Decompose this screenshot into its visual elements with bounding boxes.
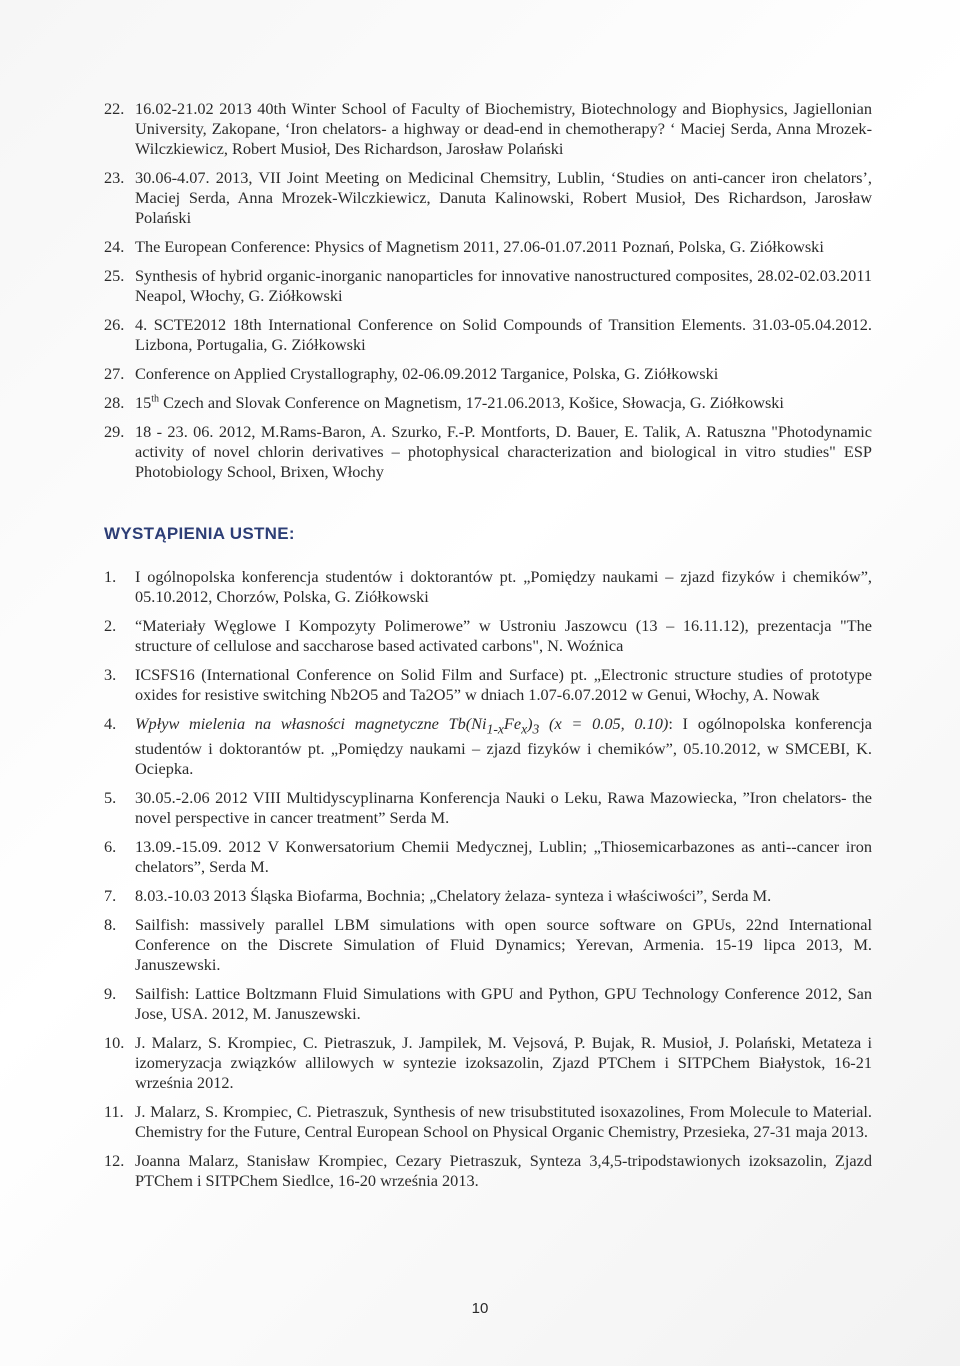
item-number: 11. [104,1102,124,1122]
list-item [104,837,872,877]
list-item [104,266,872,306]
italic-title-end: (x = 0.05, 0.10) [539,714,669,733]
list-item [104,99,872,159]
item-text: 18 - 23. 06. 2012, M.Rams-Baron, A. Szurko, F.-P. Montforts, D. Bauer, E. Talik, A. Ratuszna "Photodynamic activity of novel chlorin derivatives – photophysical characterization and biological in vitro studies" ESP Photobiology School, Brixen, Włochy [135,422,872,481]
item-number: 3. [104,665,117,684]
item-text: J. Malarz, S. Krompiec, C. Pietraszuk, J. Jampilek, M. Vejsová, P. Bujak, R. Musioł, J. Polański, Metateza i izomeryzacja związków allilowych w syntezie izoksazolin, Zjazd PTChem i SITPChem Białystok, 16-21 września 2012. [135,1033,872,1093]
list-item [104,984,872,1024]
list-item [104,1033,872,1093]
item-text: : I ogólnopolska konferencja studentów i doktorantów pt. „Pomiędzy naukami – zjazd fizyków i chemików”, 05.10.2012, w SMCEBI, K. Ociepka. [135,714,872,779]
item-number: 23. [104,168,125,187]
talks-list [104,567,872,1200]
item-number: 29. [104,422,125,441]
item-text: 16.02-21.02 2013 40th Winter School of Faculty of Biochemistry, Biotechnology and Biophysics, Jagiellonian University, Zakopane, ‘Iron chelators- a highway or dead-end in chemotherapy? ‘ Maciej Serda, Anna Mrozek-Wilczkiewicz, Robert Musioł, Des Richardson, Jarosław Polański [135,99,872,158]
item-text: Sailfish: massively parallel LBM simulations with open source software on GPUs, 22nd International Conference on the Discrete Simulation of Fluid Dynamics; Yerevan, Armenia. 15-19 lipca 2013, M. Januszewski. [135,915,872,975]
italic-title-paren: ) [527,714,533,733]
ordinal-number: 15 [135,393,152,412]
item-number: 7. [104,886,117,906]
item-number: 2. [104,616,117,635]
italic-title-element: Fe [503,714,522,733]
list-item [104,364,872,384]
list-item [104,1151,872,1191]
list-item [104,616,872,656]
item-number: 27. [104,364,125,383]
item-number: 22. [104,99,125,118]
subscript: 1-x [486,721,504,737]
italic-title [135,714,669,737]
item-text: 13.09.-15.09. 2012 V Konwersatorium Chemii Medycznej, Lublin; „Thiosemicarbazones as anti--cancer iron chelators”, Serda M. [135,837,872,877]
italic-title-start: Wpływ mielenia na własności magnetyczne Tb(Ni [135,714,487,733]
item-text: Czech and Slovak Conference on Magnetism, 17-21.06.2013, Košice, Słowacja, G. Ziółkowski [159,393,784,412]
list-item [104,714,872,779]
list-item [104,567,872,607]
list-item [104,422,872,482]
ordinal-suffix: th [151,393,160,405]
list-item [104,886,872,906]
item-number: 4. [104,714,117,733]
item-number: 25. [104,266,125,285]
item-text: “Materiały Węglowe I Kompozyty Polimerowe” w Ustroniu Jaszowcu (13 – 16.11.12), prezentacja "The structure of cellulose and saccharose based activated carbons", N. Woźnica [135,616,872,655]
item-text: The European Conference: Physics of Magnetism 2011, 27.06-01.07.2011 Poznań, Polska, G. Ziółkowski [135,237,824,256]
item-text: Sailfish: Lattice Boltzmann Fluid Simulations with GPU and Python, GPU Technology Conference 2012, San Jose, USA. 2012, M. Januszewski. [135,984,872,1024]
item-number: 28. [104,393,125,412]
item-number: 24. [104,237,125,256]
list-item [104,915,872,975]
item-number: 5. [104,788,117,808]
conference-list [104,99,872,491]
item-number: 10. [104,1033,125,1053]
item-number: 1. [104,567,117,586]
item-text: ICSFS16 (International Conference on Solid Film and Surface) pt. „Electronic structure studies of prototype oxides for resistive switching Nb2O5 and Ta2O5” w dniach 1.07-6.07.2012 w Genui, Włochy, A. Nowak [135,665,872,704]
item-number: 6. [104,837,117,857]
page-number: 10 [471,1300,489,1317]
item-text: J. Malarz, S. Krompiec, C. Pietraszuk, Synthesis of new trisubstituted isoxazolines, From Molecule to Material. Chemistry for the Future, Central European School on Physical Organic Chemistry, Przesieka, 27-31 maja 2013. [135,1102,872,1142]
list-item [104,393,872,413]
item-text: Joanna Malarz, Stanisław Krompiec, Cezary Pietraszuk, Synteza 3,4,5-tripodstawionych izoksazolin, Zjazd PTChem i SITPChem Siedlce, 16-20 września 2013. [135,1151,872,1191]
list-item [104,237,872,257]
item-number: 8. [104,915,117,935]
section-heading: WYSTĄPIENIA USTNE: [104,524,295,543]
list-item [104,788,872,828]
item-text: Synthesis of hybrid organic-inorganic nanoparticles for innovative nanostructured composites, 28.02-02.03.2011 Neapol, Włochy, G. Ziółkowski [135,266,872,305]
list-item [104,315,872,355]
item-text: I ogólnopolska konferencja studentów i doktorantów pt. „Pomiędzy naukami – zjazd fizyków i chemików”, 05.10.2012, Chorzów, Polska, G. Ziółkowski [135,567,872,606]
list-item [104,665,872,705]
item-number: 12. [104,1151,125,1171]
item-number: 26. [104,315,125,334]
item-text: Conference on Applied Crystallography, 02-06.09.2012 Targanice, Polska, G. Ziółkowski [135,364,719,383]
item-text: 4. SCTE2012 18th International Conference on Solid Compounds of Transition Elements. 31.03-05.04.2012. Lizbona, Portugalia, G. Ziółkowski [135,315,872,354]
item-text: 30.05.-2.06 2012 VIII Multidyscyplinarna Konferencja Nauki o Leku, Rawa Mazowiecka, ”Iron chelators- the novel perspective in cancer treatment” Serda M. [135,788,872,828]
item-text: 8.03.-10.03 2013 Śląska Biofarma, Bochnia; „Chelatory żelaza- synteza i właściwości”, Serda M. [135,886,772,906]
subscript: 3 [532,721,540,737]
list-item [104,1102,872,1142]
subscript: x [521,721,528,737]
item-number: 9. [104,984,117,1004]
list-item [104,168,872,228]
item-text: 30.06-4.07. 2013, VII Joint Meeting on Medicinal Chemsitry, Lublin, ‘Studies on anti-cancer iron chelators’, Maciej Serda, Anna Mrozek-Wilczkiewicz, Danuta Kalinowski, Robert Musioł, Des Richardson, Jarosław Polański [135,168,872,227]
